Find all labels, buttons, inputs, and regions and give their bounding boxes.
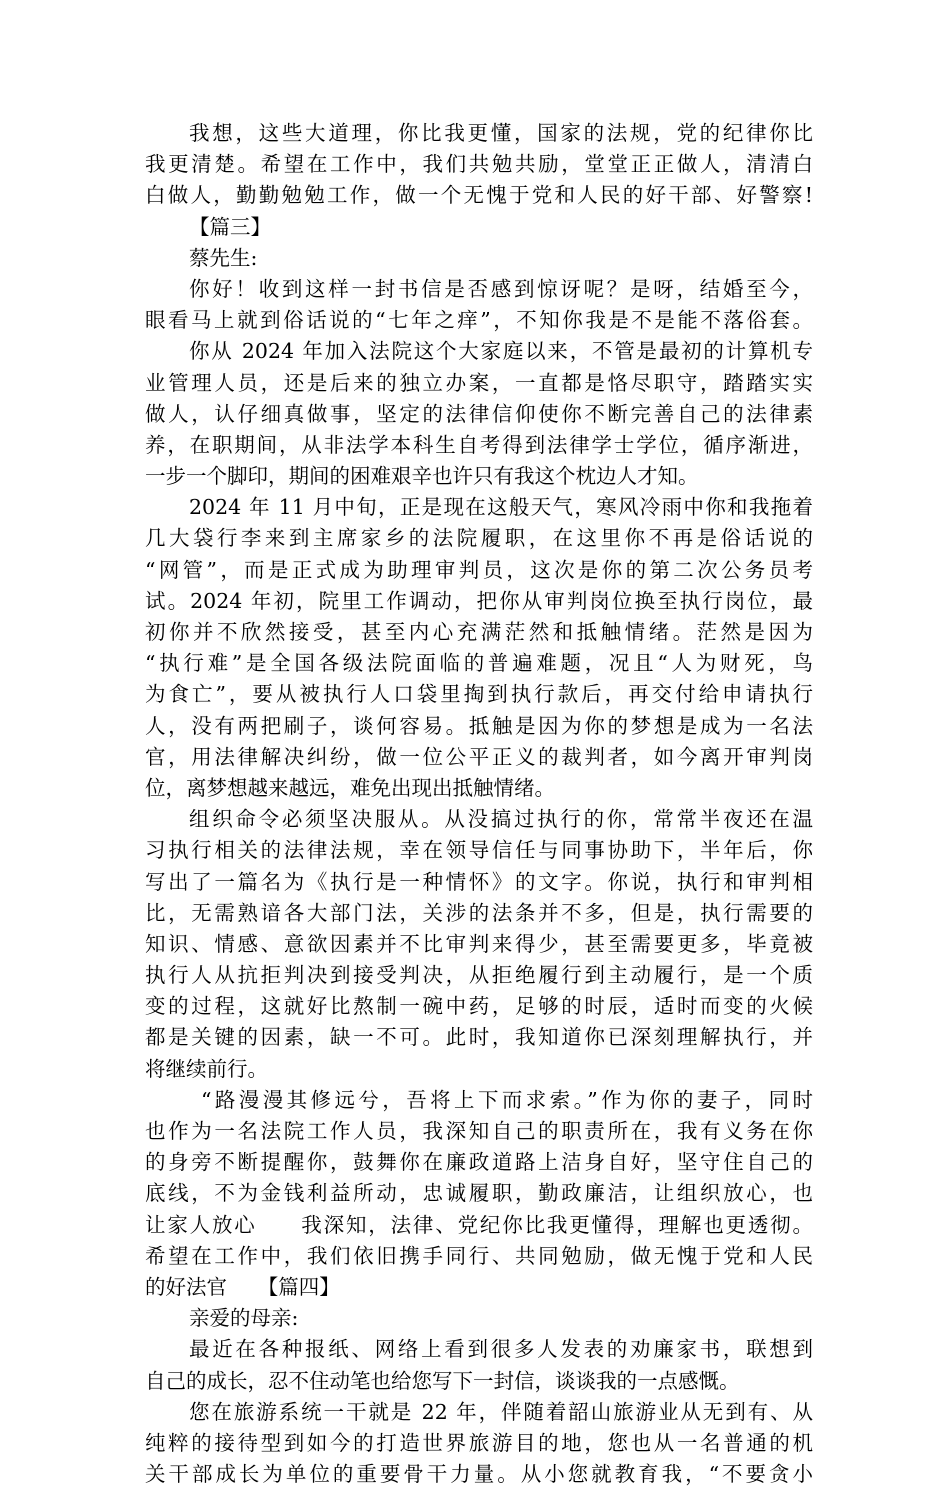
text-line: 纯粹的接待型到如今的打造世界旅游目的地，您也从一名普通的机 (145, 1430, 813, 1455)
text-line: 你从 2024 年加入法院这个大家庭以来，不管是最初的计算机专 (189, 339, 813, 364)
text-line: 写出了一篇名为《执行是一种情怀》的文字。你说，执行和审判相 (145, 869, 813, 894)
text-line: 我想，这些大道理，你比我更懂，国家的法规，党的纪律你比 (189, 121, 813, 145)
document-body (145, 118, 813, 1490)
text-line: 希望在工作中，我们依旧携手同行、共同勉励，做无愧于党和人民 (145, 1243, 813, 1268)
text-line: 一步一个脚印，期间的困难艰辛也许只有我这个枕边人才知。 (145, 464, 699, 489)
text-line: 的好法官 【篇四】 (145, 1274, 340, 1299)
text-line: 执行人从抗拒判决到接受判决，从拒绝履行到主动履行，是一个质 (145, 963, 813, 988)
text-line: 为食亡”，要从被执行人口袋里掏到执行款后，再交付给申请执行 (145, 682, 813, 707)
text-line: 几大袋行李来到主席家乡的法院履职，在这里你不再是俗话说的 (145, 526, 813, 551)
text-line: 变的过程，这就好比熬制一碗中药，足够的时辰，适时而变的火候 (145, 994, 813, 1019)
text-line: “执行难”是全国各级法院面临的普遍难题，况且“人为财死，鸟 (145, 651, 813, 676)
text-line: 初你并不欣然接受，甚至内心充满茫然和抵触情绪。茫然是因为 (145, 620, 813, 644)
text-line: 人，没有两把刷子，谈何容易。抵触是因为你的梦想是成为一名法 (145, 713, 813, 738)
text-line: 位，离梦想越来越远，难免出现出抵触情绪。 (145, 775, 555, 800)
text-line: 做人，认仔细真做事，坚定的法律信仰使你不断完善自己的法律素 (145, 401, 813, 426)
text-line: 组织命令必须坚决服从。从没搞过执行的你，常常半夜还在温 (189, 807, 813, 832)
text-line: 关干部成长为单位的重要骨干力量。从小您就教育我，“不要贪小 (145, 1462, 813, 1487)
text-line: 养，在职期间，从非法学本科生自考得到法律学士学位，循序渐进， (145, 432, 813, 457)
text-line: “网管”，而是正式成为助理审判员，这次是你的第二次公务员考 (145, 557, 813, 582)
text-line: 眼看马上就到俗话说的“七年之痒”，不知你我是不是能不落俗套。 (145, 308, 813, 333)
text-line: 你好！收到这样一封书信是否感到惊讶呢？是呀，结婚至今， (189, 276, 813, 301)
text-line: 您在旅游系统一干就是 22 年，伴随着韶山旅游业从无到有、从 (189, 1399, 813, 1424)
text-line: 我更清楚。希望在工作中，我们共勉共励，堂堂正正做人，清清白 (145, 152, 813, 177)
text-line: 习执行相关的法律法规，幸在领导信任与同事协助下，半年后，你 (145, 838, 813, 863)
text-line: 也作为一名法院工作人员，我深知自己的职责所在，我有义务在你 (145, 1119, 813, 1143)
section-heading: 【篇三】 (189, 214, 271, 239)
text-line: 自己的成长，忍不住动笔也给您写下一封信，谈谈我的一点感慨。 (145, 1368, 740, 1393)
text-line: 让家人放心 我深知，法律、党纪你比我更懂得，理解也更透彻。 (145, 1212, 813, 1237)
text-line: 都是关键的因素，缺一不可。此时，我知道你已深刻理解执行，并 (145, 1025, 813, 1050)
text-line: 2024 年 11 月中旬，正是现在这般天气，寒风冷雨中你和我拖着 (189, 495, 813, 520)
salutation: 蔡先生: (189, 245, 258, 270)
text-line: 官，用法律解决纠纷，做一位公平正义的裁判者，如今离开审判岗 (145, 744, 813, 769)
text-line: “路漫漫其修远兮，吾将上下而求索。”作为你的妻子，同时 (201, 1087, 813, 1112)
text-line: 试。2024 年初，院里工作调动，把你从审判岗位换至执行岗位，最 (145, 588, 813, 613)
text-line: 比，无需熟谙各大部门法，关涉的法条并不多，但是，执行需要的 (145, 900, 813, 925)
text-line: 将继续前行。 (145, 1056, 268, 1081)
text-line: 的身旁不断提醒你，鼓舞你在廉政道路上洁身自好，坚守住自己的 (145, 1150, 813, 1175)
text-line: 业管理人员，还是后来的独立办案，一直都是恪尽职守，踏踏实实 (145, 370, 813, 395)
text-line: 最近在各种报纸、网络上看到很多人发表的劝廉家书，联想到 (189, 1337, 813, 1362)
text-line: 知识、情感、意欲因素并不比审判来得少，甚至需要更多，毕竟被 (145, 931, 813, 956)
text-line: 白做人，勤勤勉勉工作，做一个无愧于党和人民的好干部、好警察! (145, 183, 813, 208)
text-line: 底线，不为金钱利益所动，忠诚履职，勤政廉洁，让组织放心，也 (145, 1181, 813, 1206)
salutation: 亲爱的母亲: (189, 1306, 299, 1331)
